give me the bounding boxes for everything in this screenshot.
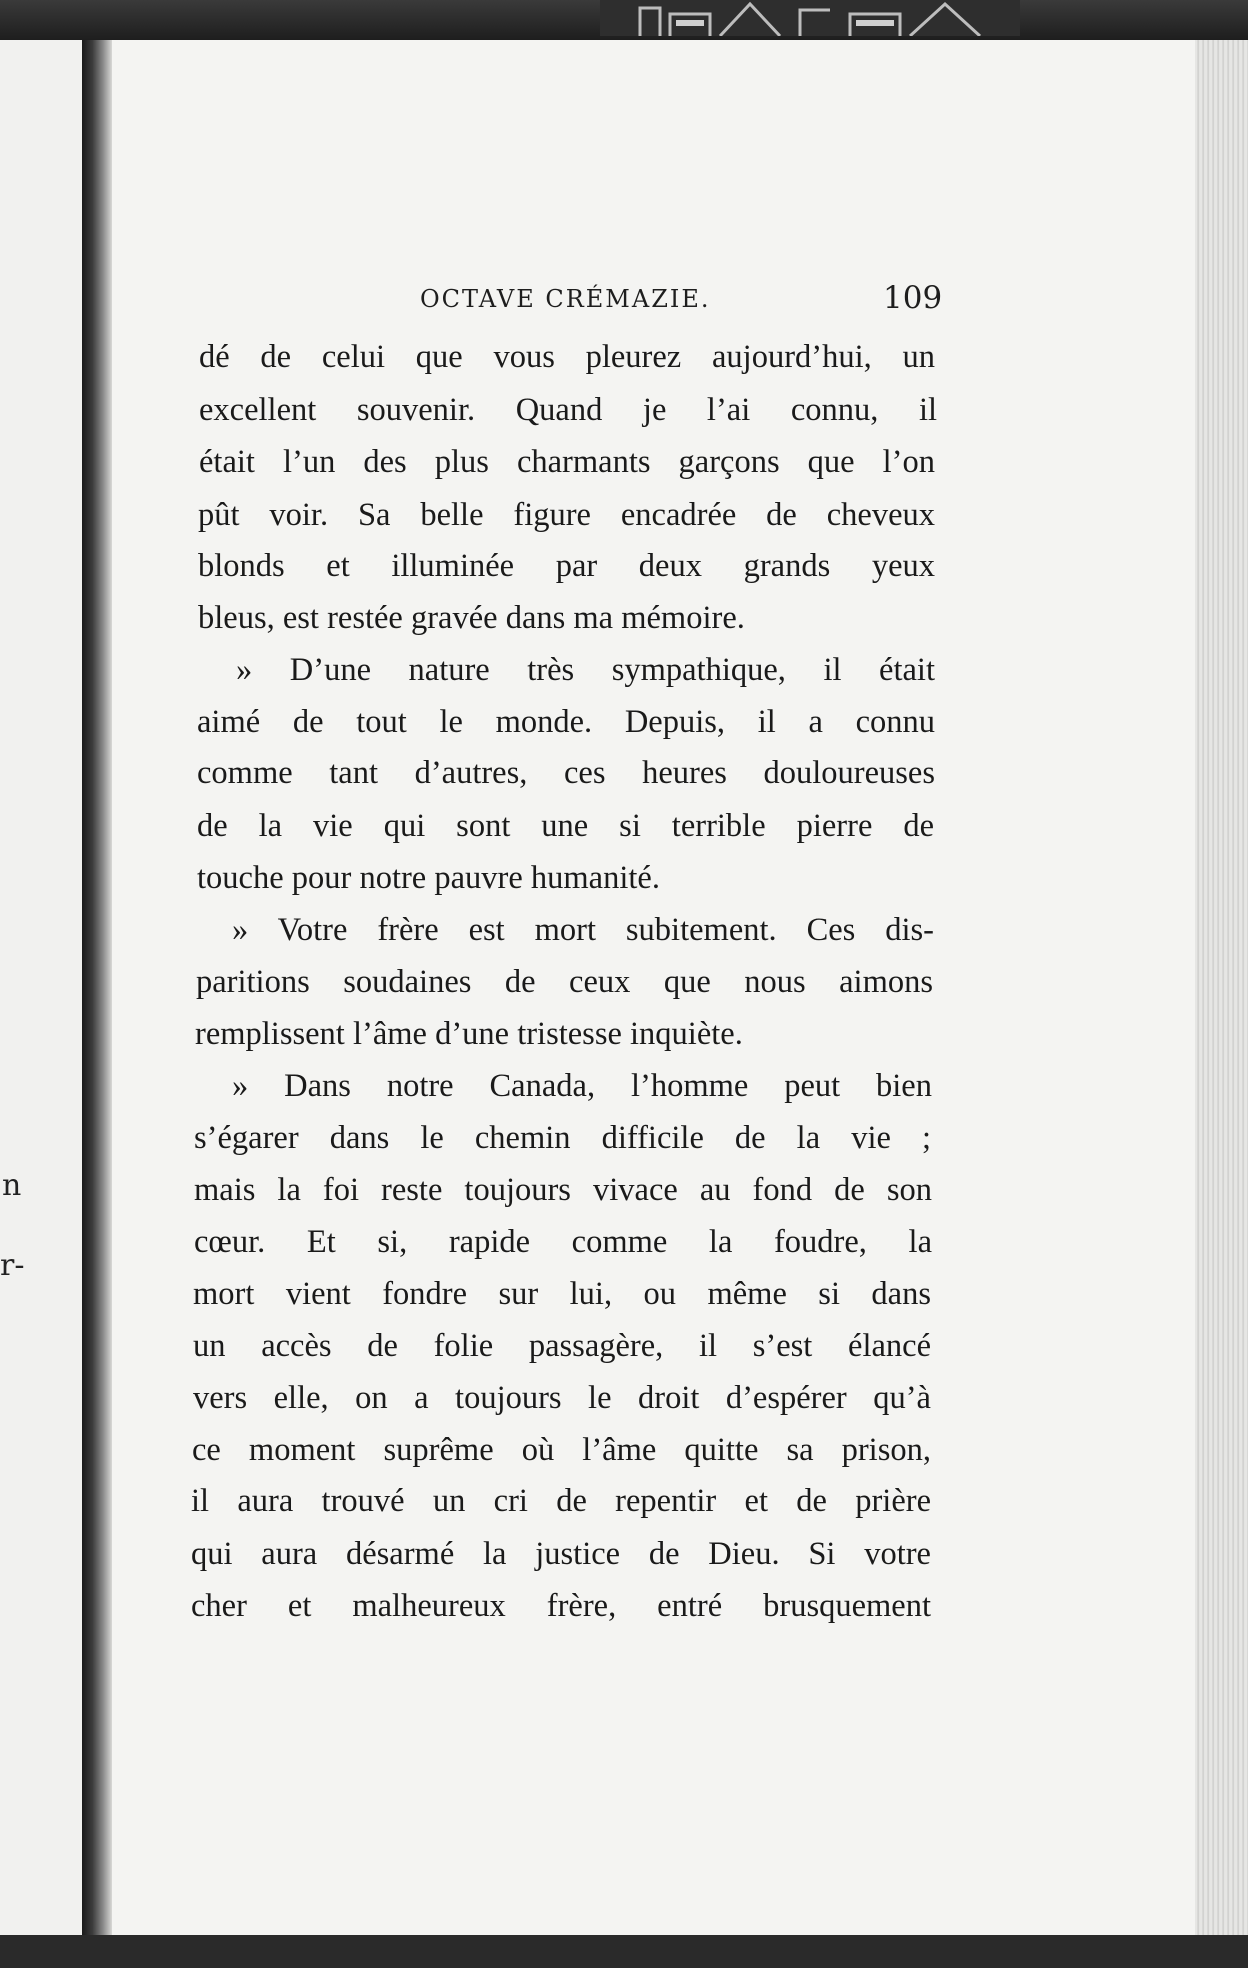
- text-line: mais la foi reste toujours vivace au fond de son: [194, 1172, 932, 1208]
- text-line: mort vient fondre sur lui, ou même si dans: [193, 1276, 931, 1312]
- text-line: » Dans notre Canada, l’homme peut bien: [232, 1068, 932, 1104]
- text-line: comme tant d’autres, ces heures douloureuses: [197, 755, 935, 791]
- text-line: était l’un des plus charmants garçons que l’on: [199, 444, 935, 480]
- text-line: ce moment suprême où l’âme quitte sa prison,: [192, 1432, 931, 1468]
- text-line: pût voir. Sa belle figure encadrée de cheveux: [198, 497, 935, 533]
- left-page-fragment: r-: [0, 1248, 25, 1283]
- text-line: il aura trouvé un cri de repentir et de prière: [191, 1483, 931, 1519]
- text-line: » Votre frère est mort subitement. Ces dis-: [232, 912, 934, 948]
- text-line: un accès de folie passagère, il s’est élancé: [193, 1328, 931, 1364]
- text-line: remplissent l’âme d’une tristesse inquiète.: [195, 1016, 743, 1052]
- binding-ornament: [600, 0, 1020, 36]
- page-edge-stack: [1195, 40, 1248, 1935]
- text-line: touche pour notre pauvre humanité.: [197, 860, 660, 896]
- bottom-band: [0, 1935, 1248, 1968]
- text-line: de la vie qui sont une si terrible pierre de: [197, 808, 934, 844]
- text-line: s’égarer dans le chemin difficile de la vie ;: [194, 1120, 931, 1156]
- text-line: cher et malheureux frère, entré brusquement: [191, 1588, 931, 1624]
- text-line: aimé de tout le monde. Depuis, il a connu: [197, 704, 935, 740]
- text-line: paritions soudaines de ceux que nous aimons: [196, 964, 933, 1000]
- running-title: OCTAVE CRÉMAZIE.: [420, 285, 711, 313]
- book-gutter: [82, 40, 112, 1935]
- text-line: qui aura désarmé la justice de Dieu. Si votre: [191, 1536, 931, 1572]
- text-line: vers elle, on a toujours le droit d’espérer qu’à: [193, 1380, 931, 1416]
- text-line: » D’une nature très sympathique, il était: [236, 652, 935, 688]
- text-line: cœur. Et si, rapide comme la foudre, la: [194, 1224, 932, 1260]
- text-line: dé de celui que vous pleurez aujourd’hui, un: [199, 339, 935, 375]
- text-line: blonds et illuminée par deux grands yeux: [198, 548, 935, 584]
- page-number: 109: [883, 280, 943, 316]
- left-page-fragment: n: [2, 1168, 22, 1203]
- text-line: bleus, est restée gravée dans ma mémoire.: [198, 600, 745, 636]
- text-line: excellent souvenir. Quand je l’ai connu, il: [199, 392, 937, 428]
- left-facing-page: [0, 40, 88, 1935]
